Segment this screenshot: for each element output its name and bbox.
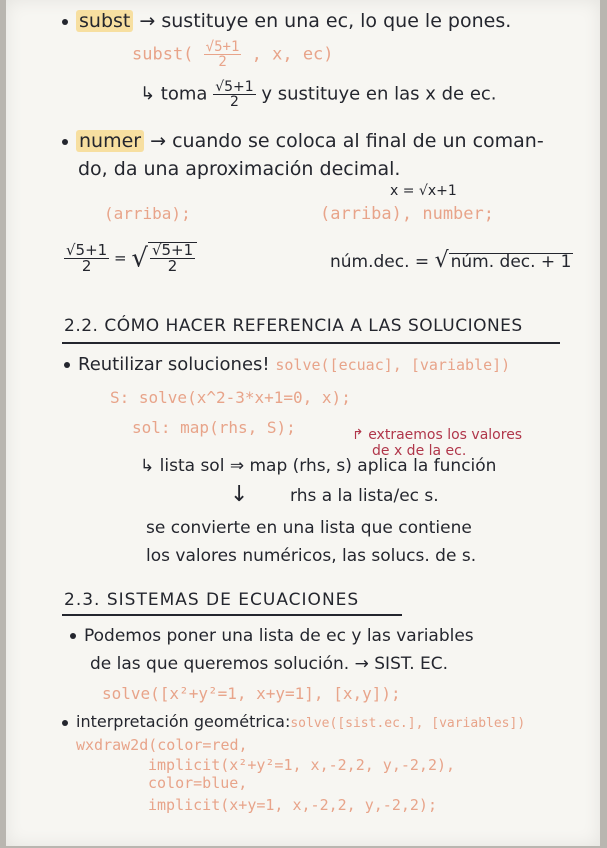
fraction-denominator: 2 [218,54,227,70]
fraction [64,243,109,274]
map-code: sol: map(rhs, S); [132,418,296,437]
example-left: (arriba); [104,204,191,223]
wxdraw-code: wxdraw2d(color=red, [76,736,248,754]
bullet [62,139,68,145]
map-explanation-1 [140,458,496,475]
fraction-numerator: √5+1 [205,39,240,55]
fraction-denominator: 2 [167,257,178,275]
subst-code [132,40,334,69]
fraction-denominator: 2 [81,257,92,275]
note-line-1: extraemos los valores [368,427,523,443]
margin-note [352,428,522,442]
sqrt-symbol: √ [434,248,449,273]
fraction-numerator: √5+1 [215,79,254,95]
numer-description: → cuando se coloca al final de un coman- [150,130,544,152]
fraction-numerator: √5+1 [151,241,194,259]
systems-text-1: Podemos poner una lista de ec y las variables [84,626,474,646]
code-prefix: subst( [132,44,194,65]
numer-keyword: numer [76,130,144,152]
radicand [148,242,197,274]
systems-text-2: de las que queremos solución. → SIST. EC. [90,654,449,674]
subst-keyword: subst [76,10,133,32]
fraction-denominator: 2 [229,94,239,110]
bullet [62,19,68,25]
numer-example-math [64,242,197,274]
bullet [64,362,70,368]
explain-suffix: y sustituye en las x de ec. [261,83,497,105]
x-expression: x = √x+1 [390,183,457,199]
num-dec-label: núm.dec. = [330,252,430,272]
section-2-2-title: 2.2. CÓMO HACER REFERENCIA A LAS SOLUCIONES [64,316,523,336]
fraction-numerator: √5+1 [66,241,108,259]
explain-prefix: ↳ toma [140,83,208,105]
solve-syntax: solve([ecuac], [variable]) [275,356,511,374]
geometric-text: interpretación geométrica: [76,712,291,731]
example-right: (arriba), number; [320,204,494,224]
bullet [62,720,68,726]
subst-description: → sustituye en una ec, lo que le pones. [139,10,512,32]
bullet [70,633,76,639]
subst-line [62,12,511,31]
section-2-3-title: 2.3. SISTEMAS DE ECUACIONES [64,590,360,610]
color-code: color=blue, [148,774,248,792]
numer-line [62,132,544,151]
title-underline [62,342,560,344]
note-line-2: de x de la ec. [372,443,467,459]
map-explanation-2: rhs a la lista/ec s. [290,486,439,506]
implicit-code-2: implicit(x+y=1, x,-2,2, y,-2,2); [148,796,437,814]
equals-sign: = [114,249,127,267]
down-arrow-icon: ↓ [230,482,249,507]
sqrt-symbol: √ [131,243,148,274]
fraction [150,243,195,274]
radicand: núm. dec. + 1 [450,252,572,272]
list-sol: ↳ lista sol [140,456,225,476]
num-dec-formula [330,250,573,272]
numer-description-2: do, da una aproximación decimal. [78,158,401,180]
subst-explanation [140,80,497,109]
solve-system-syntax: solve([sist.ec.], [variables]) [290,716,526,731]
solve-system-code: solve([x²+y²=1, x+y=1], [x,y]); [102,684,401,703]
reuse-text: Reutilizar soluciones! [78,354,270,375]
reuse-bullet [64,356,510,374]
systems-bullet [70,628,474,645]
fraction [204,40,242,69]
map-explanation: ⇒ map (rhs, s) aplica la función [229,456,497,476]
implicit-code-1: implicit(x²+y²=1, x,-2,2, y,-2,2), [148,756,456,774]
code-suffix: , x, ec) [251,44,334,65]
result-line-2: los valores numéricos, las solucs. de s. [146,546,477,566]
fraction [213,80,255,109]
title-underline [62,614,402,616]
geometric-bullet [62,714,525,730]
solve-code: S: solve(x^2-3*x+1=0, x); [110,388,351,407]
arrow-icon: ↱ [352,427,364,443]
result-line-1: se convierte en una lista que contiene [146,518,472,538]
